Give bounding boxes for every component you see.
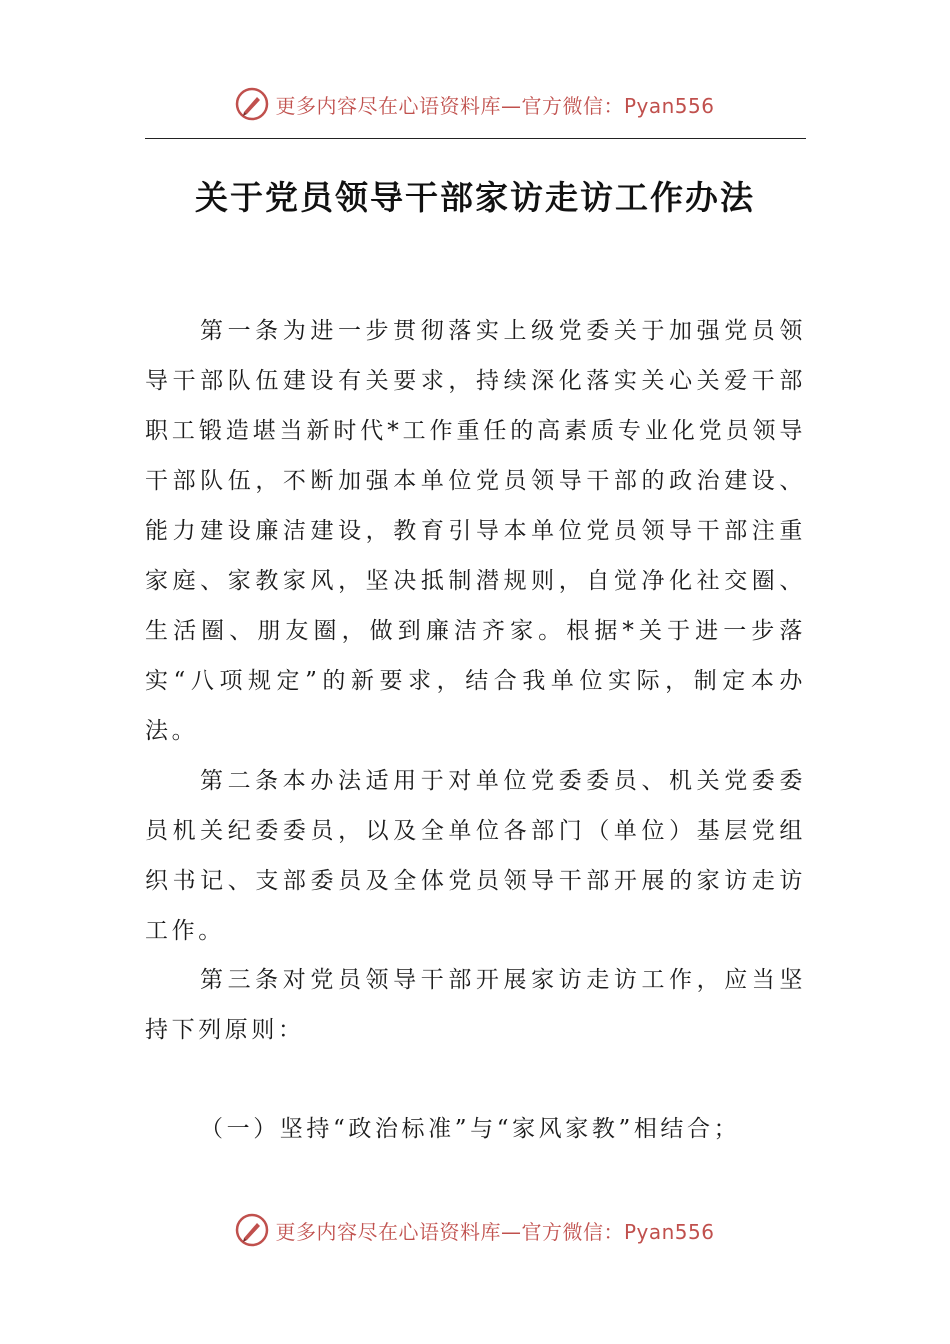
footer-watermark — [0, 1208, 950, 1252]
pen-logo-icon — [235, 87, 269, 121]
article-3-paragraph: 第三条对党员领导干部开展家访走访工作，应当坚持下列原则： — [145, 967, 806, 1043]
header-divider — [145, 138, 806, 139]
document-title: 关于党员领导干部家访走访工作办法 — [195, 178, 755, 217]
header-watermark — [0, 82, 950, 126]
article-1-paragraph: 第一条为进一步贯彻落实上级党委关于加强党员领导干部队伍建设有关要求，持续深化落实关心关爱干部职工锻造堪当新时代*工作重任的高素质专业化党员领导干部队伍，不断加强本单位党员领导干部的政治建设、能力建设廉洁建设，教育引导本单位党员领导干部注重家庭、家教家风，坚决抵制潜规则，自觉净化社交圈、生活圈、朋友圈，做到廉洁齐家。根据*关于进一步落实“八项规定”的新要求，结合我单位实际，制定本办法。 — [145, 318, 806, 744]
header-watermark-text: 更多内容尽在心语资料库—官方微信：Pyan556 — [275, 93, 715, 118]
article-2-paragraph: 第二条本办法适用于对单位党委委员、机关党委委员机关纪委委员，以及全单位各部门（单位）基层党组织书记、支部委员及全体党员领导干部开展的家访走访工作。 — [145, 768, 806, 944]
footer-watermark-text: 更多内容尽在心语资料库—官方微信：Pyan556 — [275, 1219, 715, 1244]
principle-1-paragraph: （一）坚持“政治标准”与“家风家教”相结合； — [200, 1116, 741, 1142]
pen-logo-icon — [235, 1213, 269, 1247]
